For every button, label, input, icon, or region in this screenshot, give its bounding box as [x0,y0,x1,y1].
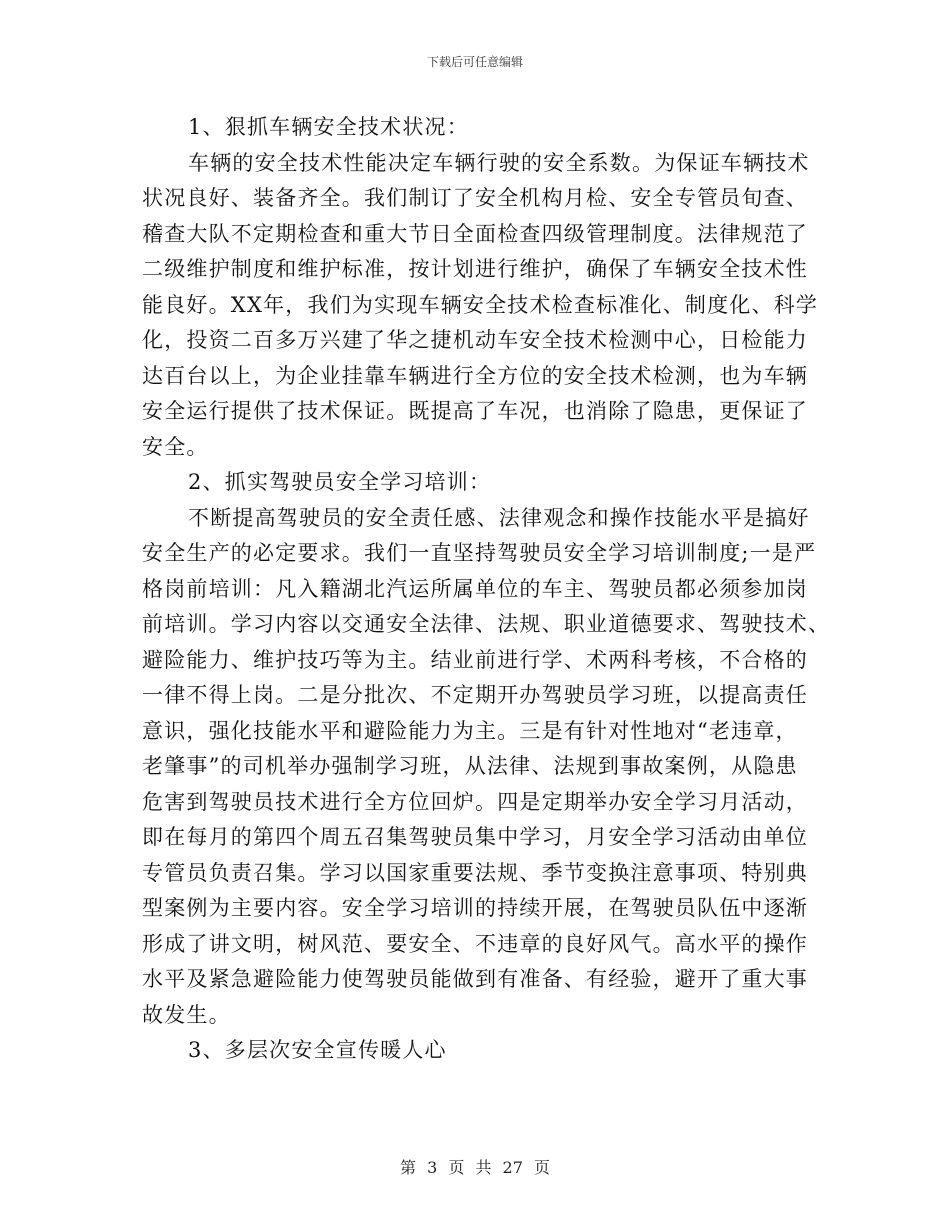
text-line: 老肇事”的司机举办强制学习班，从法律、法规到事故案例，从隐患 [142,754,798,778]
text-line: 安全运行提供了技术保证。既提高了车况，也消除了隐患，更保证了 [142,399,808,423]
text-line: 格岗前培训：凡入籍湖北汽运所属单位的车主、驾驶员都必须参加岗 [142,576,808,601]
page-footer: 第 3 页 共 27 页 [400,1158,550,1177]
text-line: 安全生产的必定要求。我们一直坚持驾驶员安全学习培训制度;一是严 [142,541,817,565]
text-line: 前培训。学习内容以交通安全法律、法规、职业道德要求、驾驶技术、 [142,612,831,636]
text-line: 3、多层次安全宣传暖人心 [188,1038,447,1062]
text-line: 1、狠抓车辆安全技术状况： [188,115,469,139]
text-line: 危害到驾驶员技术进行全方位回炉。四是定期举办安全学习月活动， [142,789,808,814]
text-line: 避险能力、维护技巧等为主。结业前进行学、术两科考核，不合格的 [142,647,808,672]
text-line: 专管员负责召集。学习以国家重要法规、季节变换注意事项、特别典 [142,860,808,885]
text-line: 车辆的安全技术性能决定车辆行驶的安全系数。为保证车辆技术 [188,150,810,175]
text-line: 化，投资二百多万兴建了华之捷机动车安全技术检测中心，日检能力 [142,328,808,352]
text-line: 能良好。XX年，我们为实现车辆安全技术检查标准化、制度化、科学 [142,292,819,317]
text-line: 达百台以上，为企业挂靠车辆进行全方位的安全技术检测，也为车辆 [142,363,808,388]
text-line: 型案例为主要内容。安全学习培训的持续开展，在驾驶员队伍中逐渐 [142,896,808,920]
text-line: 故发生。 [142,1002,231,1027]
text-line: 不断提高驾驶员的安全责任感、法律观念和操作技能水平是搞好 [188,505,810,530]
text-line: 意识，强化技能水平和避险能力为主。三是有针对性地对“老违章， [142,718,798,743]
document-body [142,110,831,1069]
text-line: 即在每月的第四个周五召集驾驶员集中学习，月安全学习活动由单位 [142,825,808,849]
text-line: 形成了讲文明，树风范、要安全、不违章的良好风气。高水平的操作 [142,931,808,956]
text-line: 水平及紧急避险能力使驾驶员能做到有准备、有经验，避开了重大事 [142,967,808,991]
text-line: 状况良好、装备齐全。我们制订了安全机构月检、安全专管员旬查、 [142,186,808,210]
text-line: 2、抓实驾驶员安全学习培训： [188,470,492,494]
text-line: 二级维护制度和维护标准，按计划进行维护，确保了车辆安全技术性 [142,257,808,281]
page-header: 下载后可任意编辑 [426,55,523,69]
text-line: 稽查大队不定期检查和重大节日全面检查四级管理制度。法律规范了 [142,221,808,246]
text-line: 一律不得上岗。二是分批次、不定期开办驾驶员学习班，以提高责任 [142,683,808,707]
text-line: 安全。 [142,434,209,459]
